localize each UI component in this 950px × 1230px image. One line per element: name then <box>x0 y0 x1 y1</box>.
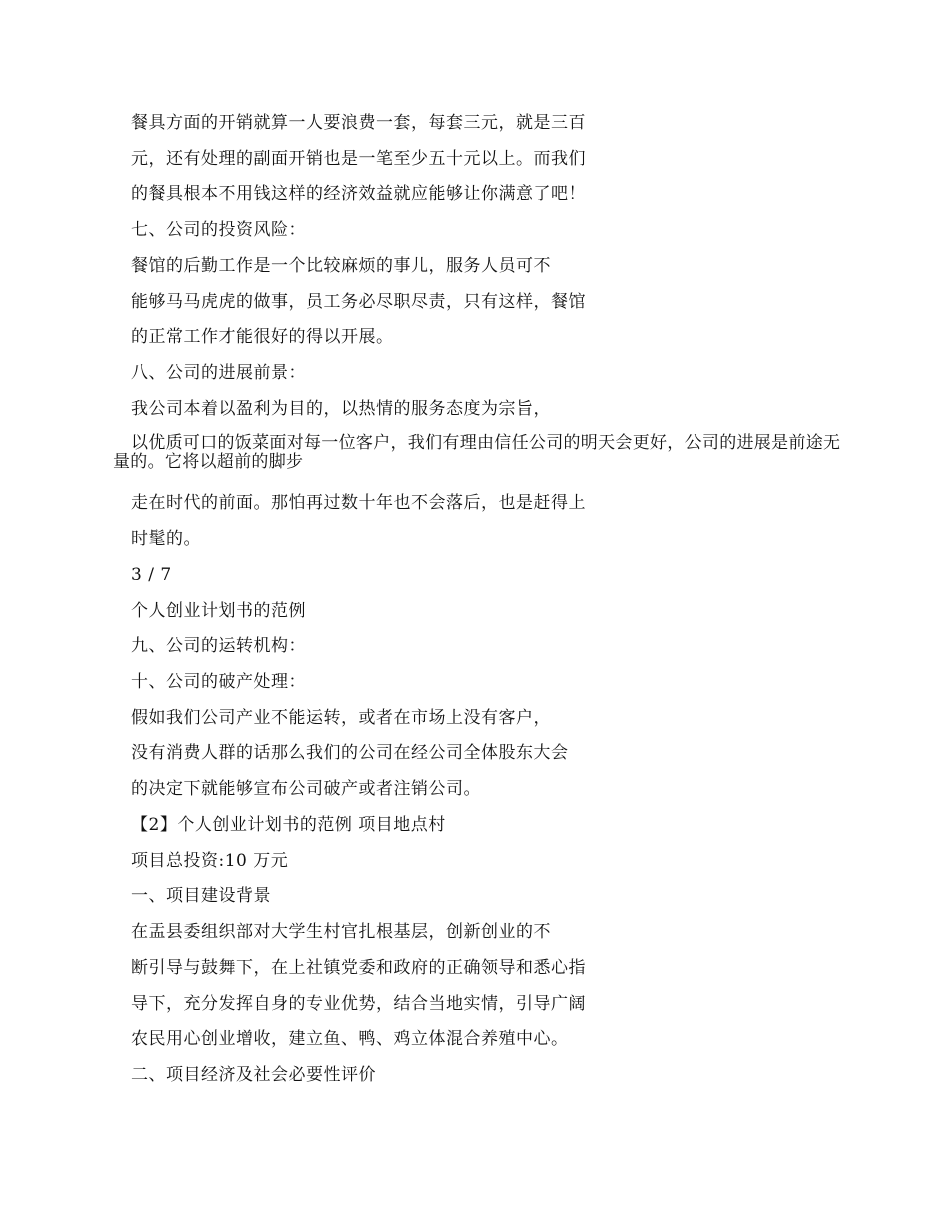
text-line: 断引导与鼓舞下，在上社镇党委和政府的正确领导和悉心指 <box>131 958 586 978</box>
text-line: 假如我们公司产业不能运转，或者在市场上没有客户， <box>131 708 551 728</box>
text-line: 导下，充分发挥自身的专业优势，结合当地实情，引导广阔 <box>131 994 586 1014</box>
page-number: 3 / 7 <box>131 565 172 585</box>
text-line: 我公司本着以盈利为目的，以热情的服务态度为宗旨， <box>131 399 551 419</box>
section-heading: 九、公司的运转机构： <box>131 636 306 656</box>
text-line: 元，还有处理的副面开销也是一笔至少五十元以上。而我们 <box>131 149 586 169</box>
section-heading: 八、公司的进展前景： <box>131 363 306 383</box>
page-header-title: 个人创业计划书的范例 <box>131 601 306 621</box>
text-line: 项目总投资:10 万元 <box>131 851 289 871</box>
text-line: 餐馆的后勤工作是一个比较麻烦的事儿，服务人员可不 <box>131 256 551 276</box>
section-heading: 十、公司的破产处理： <box>131 672 306 692</box>
text-line: 餐具方面的开销就算一人要浪费一套，每套三元，就是三百 <box>131 113 586 133</box>
text-line: 走在时代的前面。那怕再过数十年也不会落后，也是赶得上 <box>131 493 586 513</box>
text-line: 农民用心创业增收，建立鱼、鸭、鸡立体混合养殖中心。 <box>131 1029 569 1049</box>
text-line: 时髦的。 <box>131 529 201 549</box>
text-line: 的决定下就能够宣布公司破产或者注销公司。 <box>131 779 481 799</box>
section-heading: 二、项目经济及社会必要性评价 <box>131 1065 376 1085</box>
text-line: 没有消费人群的话那么我们的公司在经公司全体股东大会 <box>131 743 569 763</box>
document-title: 【2】个人创业计划书的范例 项目地点村 <box>131 815 446 835</box>
text-line: 的正常工作才能很好的得以开展。 <box>131 327 394 347</box>
section-heading: 一、项目建设背景 <box>131 886 271 906</box>
text-line: 的餐具根本不用钱这样的经济效益就应能够让你满意了吧！ <box>131 184 586 204</box>
text-line: 在盂县委组织部对大学生村官扎根基层，创新创业的不 <box>131 922 551 942</box>
section-heading: 七、公司的投资风险： <box>131 220 306 240</box>
wrapped-paragraph: 以优质可口的饭菜面对每一位客户，我们有理由信任公司的明天会更好，公司的进展是前途无量的。它将以超前的脚步 <box>113 433 841 472</box>
text-line: 能够马马虎虎的做事，员工务必尽职尽责，只有这样，餐馆 <box>131 292 586 312</box>
